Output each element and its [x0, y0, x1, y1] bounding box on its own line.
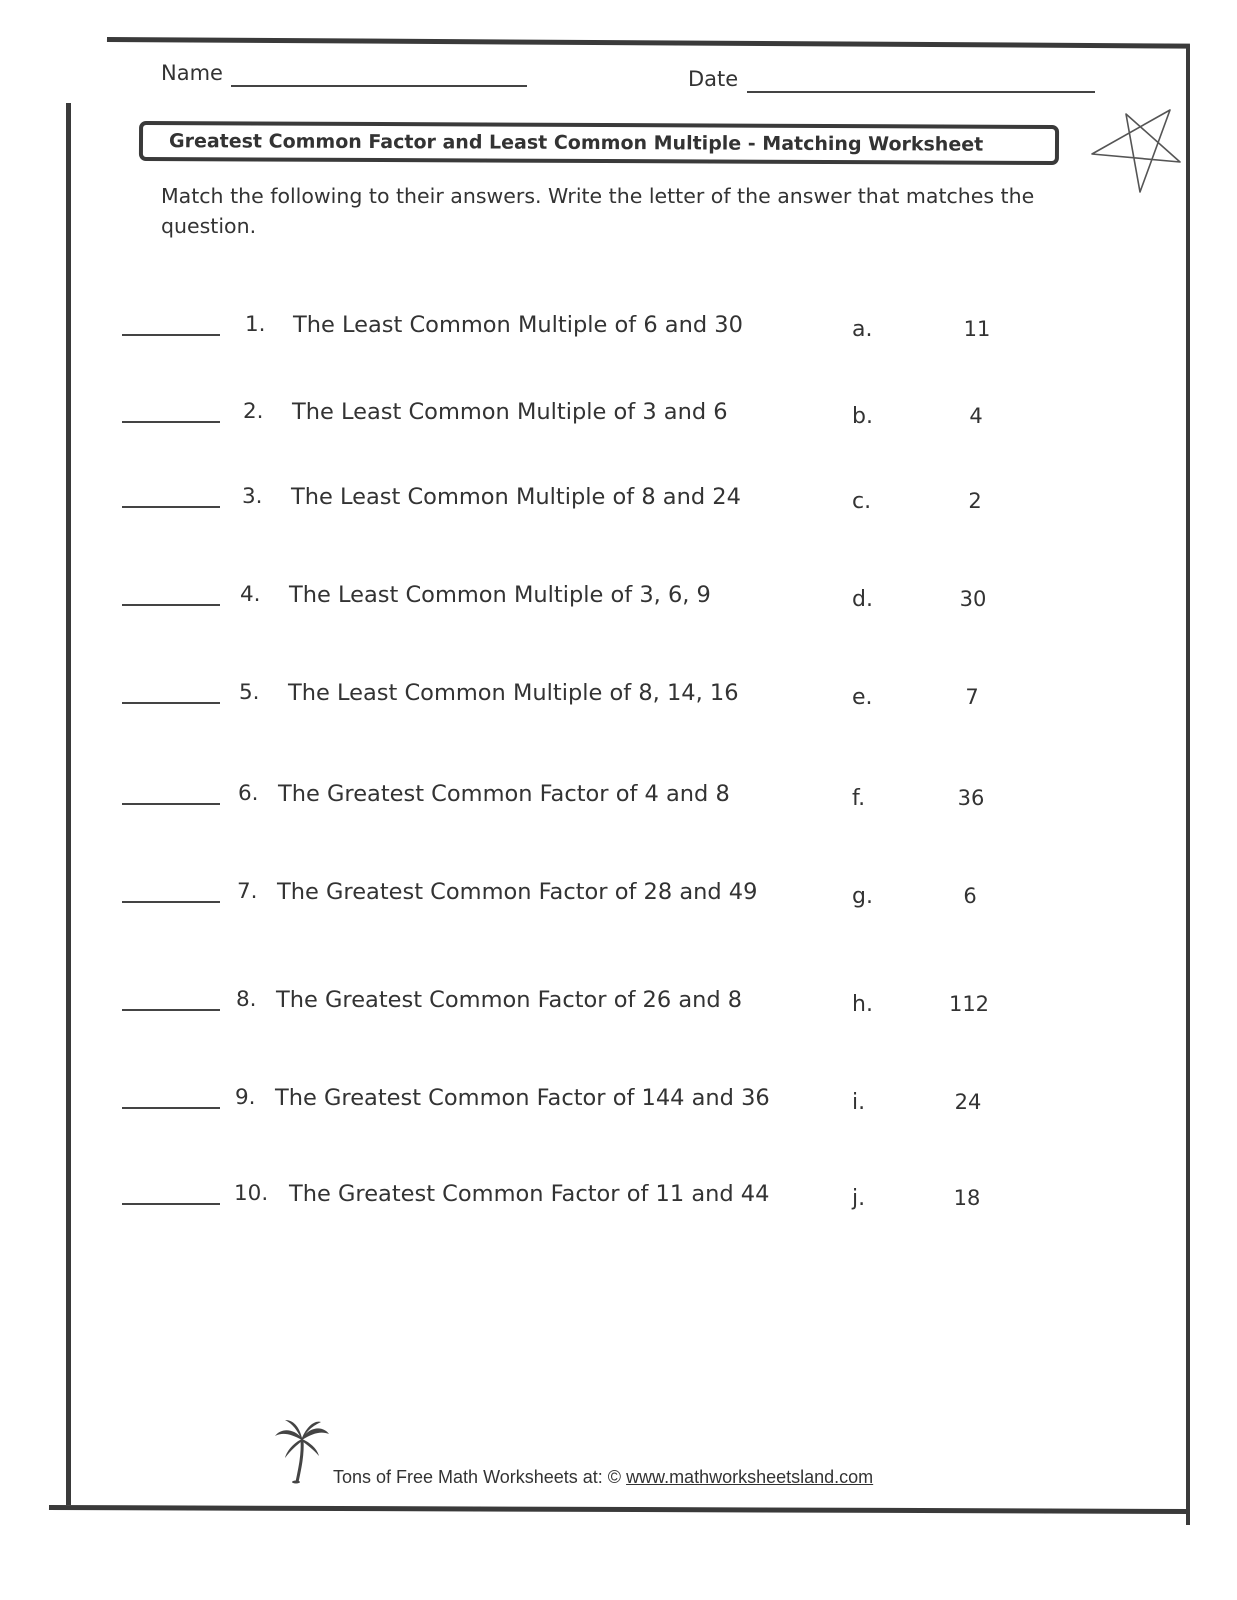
date-label: Date — [688, 67, 739, 91]
name-field[interactable] — [231, 85, 527, 87]
question-row — [110, 680, 1110, 720]
frame-left-border — [66, 103, 71, 1505]
date-field[interactable] — [747, 91, 1095, 93]
question-number: 2. — [243, 399, 264, 424]
answer-blank[interactable] — [122, 1203, 220, 1205]
question-text: The Greatest Common Factor of 144 and 36 — [275, 1085, 770, 1111]
question-number: 5. — [239, 680, 260, 705]
question-text: The Least Common Multiple of 3 and 6 — [292, 399, 728, 425]
footer-text: Tons of Free Math Worksheets at: © — [333, 1467, 622, 1487]
question-text: The Greatest Common Factor of 4 and 8 — [278, 781, 730, 807]
name-label: Name — [161, 61, 223, 85]
question-row — [110, 399, 1110, 439]
question-row — [110, 582, 1110, 622]
question-number: 6. — [238, 781, 259, 806]
answer-letter: i. — [852, 1090, 866, 1115]
answer-letter: c. — [852, 489, 872, 514]
answer-blank[interactable] — [122, 901, 220, 903]
answer-letter: h. — [852, 992, 873, 1017]
question-text: The Least Common Multiple of 8 and 24 — [291, 484, 741, 510]
question-row — [110, 781, 1110, 821]
question-row — [110, 1085, 1110, 1125]
star-doodle-icon — [1088, 102, 1188, 194]
answer-blank[interactable] — [122, 702, 220, 704]
answer-blank[interactable] — [122, 421, 220, 423]
question-number: 4. — [240, 582, 261, 607]
answer-blank[interactable] — [122, 1107, 220, 1109]
worksheet-title-box — [139, 121, 1059, 165]
answer-letter: a. — [852, 317, 873, 342]
question-text: The Least Common Multiple of 3, 6, 9 — [289, 582, 711, 608]
instructions: Match the following to their answers. Write the letter of the answer that matches the question. — [161, 184, 1035, 238]
answer-blank[interactable] — [122, 1009, 220, 1011]
answer-blank[interactable] — [122, 604, 220, 606]
question-text: The Greatest Common Factor of 28 and 49 — [277, 879, 758, 905]
frame-right-border — [1186, 45, 1190, 1525]
answer-letter: b. — [852, 404, 873, 429]
question-number: 9. — [235, 1085, 256, 1110]
answer-letter: j. — [852, 1186, 866, 1211]
answer-value: 7 — [965, 685, 979, 709]
frame-bottom-border — [49, 1505, 1189, 1514]
question-text: The Greatest Common Factor of 11 and 44 — [289, 1181, 770, 1207]
question-text: The Least Common Multiple of 6 and 30 — [293, 312, 743, 338]
question-number: 8. — [236, 987, 257, 1012]
answer-value: 4 — [969, 404, 983, 428]
answer-value: 30 — [959, 587, 987, 611]
answer-blank[interactable] — [122, 803, 220, 805]
answer-letter: e. — [852, 685, 873, 710]
answer-letter: f. — [852, 786, 866, 811]
answer-value: 6 — [963, 884, 977, 908]
footer — [333, 1467, 873, 1488]
answer-value: 24 — [954, 1090, 982, 1114]
palm-tree-icon — [273, 1418, 331, 1484]
question-row — [110, 1181, 1110, 1221]
question-number: 1. — [245, 312, 266, 337]
question-number: 10. — [234, 1181, 269, 1206]
answer-letter: g. — [852, 884, 873, 909]
question-row — [110, 987, 1110, 1027]
answer-value: 2 — [968, 489, 982, 513]
question-number: 3. — [242, 484, 263, 509]
answer-value: 112 — [948, 992, 990, 1016]
question-text: The Least Common Multiple of 8, 14, 16 — [288, 680, 739, 706]
answer-letter: d. — [852, 587, 873, 612]
question-row — [110, 484, 1110, 524]
answer-value: 36 — [957, 786, 985, 810]
question-text: The Greatest Common Factor of 26 and 8 — [276, 987, 743, 1013]
answer-blank[interactable] — [122, 506, 220, 508]
footer-website-link[interactable]: www.mathworksheetsland.com — [626, 1467, 874, 1487]
question-number: 7. — [237, 879, 258, 904]
question-row — [110, 312, 1110, 352]
worksheet-title: Greatest Common Factor and Least Common Multiple - Matching Worksheet — [168, 130, 984, 156]
answer-value: 18 — [953, 1186, 981, 1210]
answer-value: 11 — [963, 317, 991, 341]
question-row — [110, 879, 1110, 919]
answer-blank[interactable] — [122, 334, 220, 336]
frame-top-border — [107, 37, 1190, 49]
